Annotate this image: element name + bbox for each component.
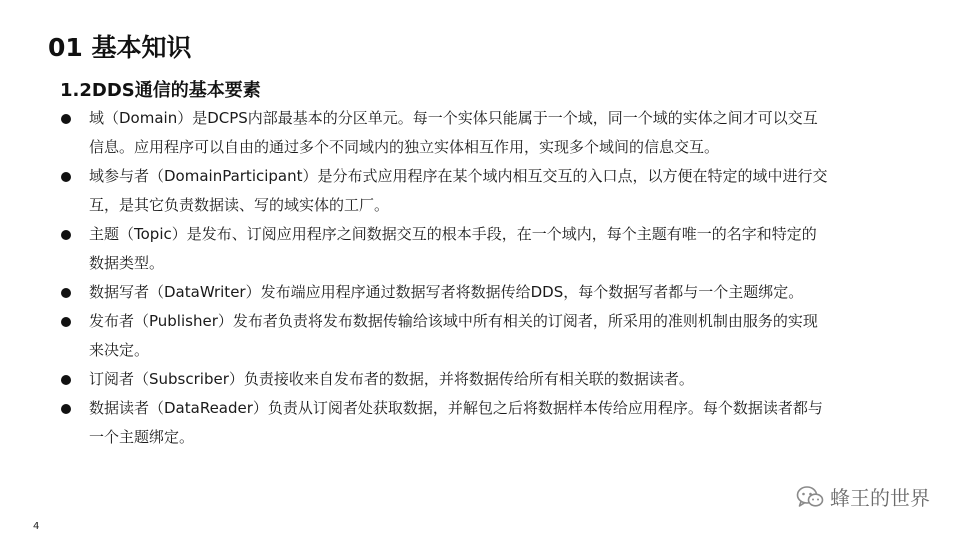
- bullet-dot-icon: [61, 230, 71, 240]
- bullet-item-publisher: [58, 307, 828, 365]
- bullet-text: 数据读者（DataReader）负责从订阅者处获取数据，并解包之后将数据样本传给应用程序。每个数据读者都与一个主题绑定。: [89, 399, 823, 446]
- bullet-dot-icon: [61, 375, 71, 385]
- bullet-dot-icon: [61, 404, 71, 414]
- bullet-item-data-writer: [58, 278, 828, 307]
- bullet-item-domain: [58, 104, 828, 162]
- bullet-dot-icon: [61, 114, 71, 124]
- bullet-text: 主题（Topic）是发布、订阅应用程序之间数据交互的根本手段，在一个域内，每个主题有唯一的名字和特定的数据类型。: [89, 225, 817, 272]
- bullet-dot-icon: [61, 288, 71, 298]
- page-number: 4: [33, 521, 40, 532]
- bullet-text: 发布者（Publisher）发布者负责将发布数据传输给该域中所有相关的订阅者，所采用的准则机制由服务的实现来决定。: [89, 312, 818, 359]
- bullet-dot-icon: [61, 317, 71, 327]
- bullet-item-data-reader: [58, 394, 828, 452]
- wechat-icon: [796, 485, 824, 509]
- bullet-text: 数据写者（DataWriter）发布端应用程序通过数据写者将数据传给DDS，每个数据写者都与一个主题绑定。: [89, 283, 804, 301]
- bullet-list: [58, 104, 828, 452]
- bullet-text: 域（Domain）是DCPS内部最基本的分区单元。每一个实体只能属于一个域，同一个域的实体之间才可以交互信息。应用程序可以自由的通过多个不同域内的独立实体相互作用，实现多个域间的信息交互。: [89, 109, 818, 156]
- bullet-text: 域参与者（DomainParticipant）是分布式应用程序在某个域内相互交互的入口点，以方便在特定的域中进行交互，是其它负责数据读、写的域实体的工厂。: [89, 167, 828, 214]
- bullet-dot-icon: [61, 172, 71, 182]
- watermark-text: 蜂王的世界: [830, 486, 930, 510]
- section-heading: 1.2DDS通信的基本要素: [60, 80, 261, 101]
- watermark: [796, 482, 930, 511]
- slide-title: 01 基本知识: [48, 33, 192, 62]
- bullet-item-subscriber: [58, 365, 828, 394]
- bullet-text: 订阅者（Subscriber）负责接收来自发布者的数据，并将数据传给所有相关联的数据读者。: [89, 370, 694, 388]
- bullet-item-domain-participant: [58, 162, 828, 220]
- bullet-item-topic: [58, 220, 828, 278]
